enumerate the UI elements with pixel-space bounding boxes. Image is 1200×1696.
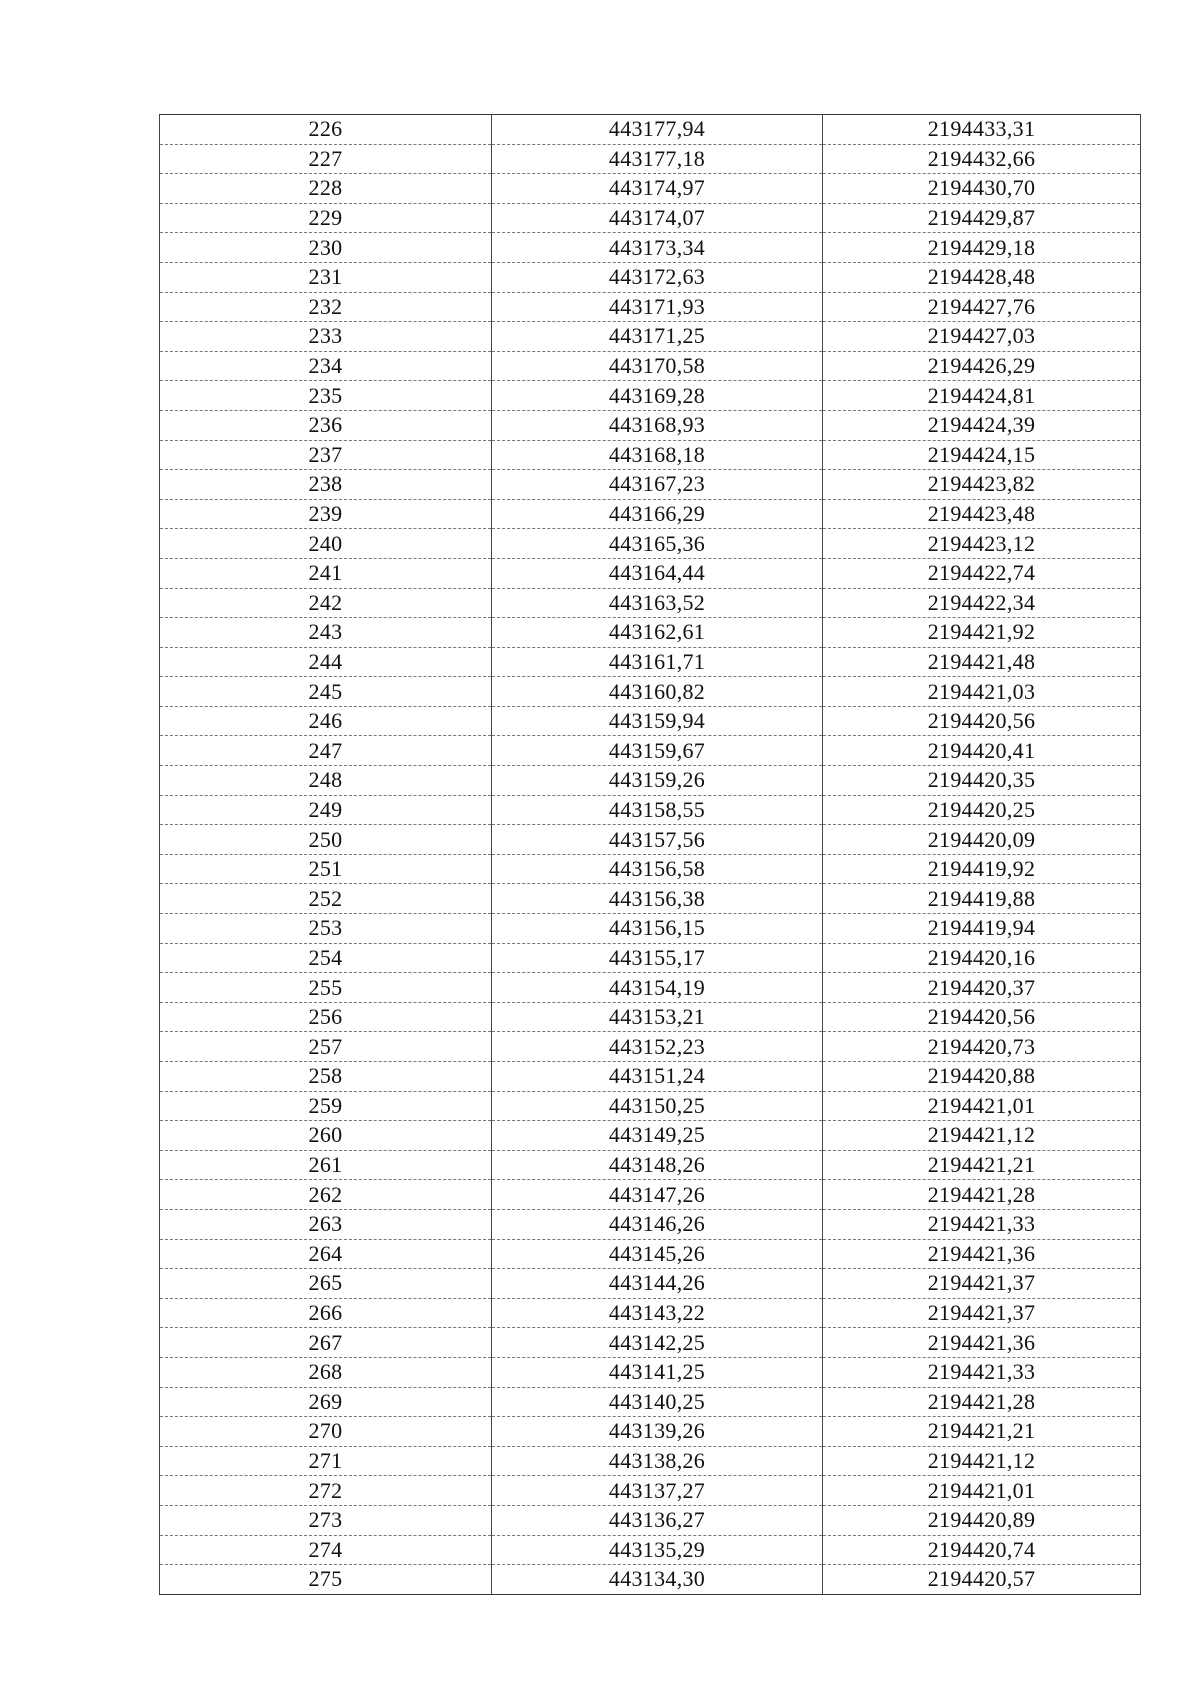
x-coordinate-cell: 443156,38 bbox=[492, 884, 823, 914]
table-row bbox=[160, 1328, 1141, 1358]
table-row bbox=[160, 440, 1141, 470]
y-coordinate-cell: 2194421,33 bbox=[823, 1209, 1141, 1239]
y-coordinate-cell: 2194421,01 bbox=[823, 1476, 1141, 1506]
y-coordinate-cell: 2194429,87 bbox=[823, 203, 1141, 233]
point-number-cell: 243 bbox=[160, 618, 492, 648]
x-coordinate-cell: 443153,21 bbox=[492, 1002, 823, 1032]
table-row bbox=[160, 943, 1141, 973]
y-coordinate-cell: 2194421,12 bbox=[823, 1121, 1141, 1151]
y-coordinate-cell: 2194421,12 bbox=[823, 1446, 1141, 1476]
y-coordinate-cell: 2194421,48 bbox=[823, 647, 1141, 677]
y-coordinate-cell: 2194433,31 bbox=[823, 115, 1141, 145]
point-number-cell: 268 bbox=[160, 1357, 492, 1387]
point-number-cell: 259 bbox=[160, 1091, 492, 1121]
point-number-cell: 247 bbox=[160, 736, 492, 766]
point-number-cell: 271 bbox=[160, 1446, 492, 1476]
x-coordinate-cell: 443152,23 bbox=[492, 1032, 823, 1062]
point-number-cell: 275 bbox=[160, 1565, 492, 1595]
point-number-cell: 237 bbox=[160, 440, 492, 470]
point-number-cell: 255 bbox=[160, 973, 492, 1003]
x-coordinate-cell: 443136,27 bbox=[492, 1505, 823, 1535]
y-coordinate-cell: 2194421,28 bbox=[823, 1387, 1141, 1417]
y-coordinate-cell: 2194420,35 bbox=[823, 766, 1141, 796]
point-number-cell: 239 bbox=[160, 499, 492, 529]
y-coordinate-cell: 2194420,25 bbox=[823, 795, 1141, 825]
table-row bbox=[160, 203, 1141, 233]
table-row bbox=[160, 1387, 1141, 1417]
x-coordinate-cell: 443167,23 bbox=[492, 470, 823, 500]
document-page bbox=[159, 114, 1140, 1595]
table-row bbox=[160, 1180, 1141, 1210]
x-coordinate-cell: 443159,26 bbox=[492, 766, 823, 796]
x-coordinate-cell: 443160,82 bbox=[492, 677, 823, 707]
y-coordinate-cell: 2194421,37 bbox=[823, 1298, 1141, 1328]
y-coordinate-cell: 2194421,37 bbox=[823, 1269, 1141, 1299]
table-row bbox=[160, 381, 1141, 411]
x-coordinate-cell: 443149,25 bbox=[492, 1121, 823, 1151]
point-number-cell: 240 bbox=[160, 529, 492, 559]
point-number-cell: 272 bbox=[160, 1476, 492, 1506]
x-coordinate-cell: 443135,29 bbox=[492, 1535, 823, 1565]
y-coordinate-cell: 2194429,18 bbox=[823, 233, 1141, 263]
x-coordinate-cell: 443156,15 bbox=[492, 914, 823, 944]
x-coordinate-cell: 443150,25 bbox=[492, 1091, 823, 1121]
point-number-cell: 274 bbox=[160, 1535, 492, 1565]
table-row bbox=[160, 1062, 1141, 1092]
x-coordinate-cell: 443165,36 bbox=[492, 529, 823, 559]
point-number-cell: 248 bbox=[160, 766, 492, 796]
point-number-cell: 231 bbox=[160, 262, 492, 292]
x-coordinate-cell: 443174,97 bbox=[492, 174, 823, 204]
x-coordinate-cell: 443159,94 bbox=[492, 706, 823, 736]
y-coordinate-cell: 2194421,21 bbox=[823, 1150, 1141, 1180]
y-coordinate-cell: 2194421,36 bbox=[823, 1239, 1141, 1269]
table-row bbox=[160, 736, 1141, 766]
x-coordinate-cell: 443143,22 bbox=[492, 1298, 823, 1328]
point-number-cell: 228 bbox=[160, 174, 492, 204]
y-coordinate-cell: 2194420,37 bbox=[823, 973, 1141, 1003]
table-row bbox=[160, 1505, 1141, 1535]
point-number-cell: 246 bbox=[160, 706, 492, 736]
table-row bbox=[160, 262, 1141, 292]
point-number-cell: 227 bbox=[160, 144, 492, 174]
y-coordinate-cell: 2194420,74 bbox=[823, 1535, 1141, 1565]
x-coordinate-cell: 443162,61 bbox=[492, 618, 823, 648]
y-coordinate-cell: 2194421,36 bbox=[823, 1328, 1141, 1358]
point-number-cell: 273 bbox=[160, 1505, 492, 1535]
x-coordinate-cell: 443148,26 bbox=[492, 1150, 823, 1180]
table-row bbox=[160, 144, 1141, 174]
table-row bbox=[160, 322, 1141, 352]
x-coordinate-cell: 443144,26 bbox=[492, 1269, 823, 1299]
y-coordinate-cell: 2194428,48 bbox=[823, 262, 1141, 292]
point-number-cell: 252 bbox=[160, 884, 492, 914]
table-row bbox=[160, 1476, 1141, 1506]
x-coordinate-cell: 443156,58 bbox=[492, 854, 823, 884]
x-coordinate-cell: 443177,18 bbox=[492, 144, 823, 174]
table-row bbox=[160, 647, 1141, 677]
table-row bbox=[160, 914, 1141, 944]
table-row bbox=[160, 1091, 1141, 1121]
table-row bbox=[160, 1269, 1141, 1299]
table-row bbox=[160, 233, 1141, 263]
x-coordinate-cell: 443154,19 bbox=[492, 973, 823, 1003]
point-number-cell: 235 bbox=[160, 381, 492, 411]
point-number-cell: 232 bbox=[160, 292, 492, 322]
table-row bbox=[160, 1239, 1141, 1269]
x-coordinate-cell: 443138,26 bbox=[492, 1446, 823, 1476]
x-coordinate-cell: 443161,71 bbox=[492, 647, 823, 677]
y-coordinate-cell: 2194424,15 bbox=[823, 440, 1141, 470]
x-coordinate-cell: 443147,26 bbox=[492, 1180, 823, 1210]
point-number-cell: 236 bbox=[160, 410, 492, 440]
point-number-cell: 256 bbox=[160, 1002, 492, 1032]
point-number-cell: 233 bbox=[160, 322, 492, 352]
y-coordinate-cell: 2194422,74 bbox=[823, 558, 1141, 588]
point-number-cell: 257 bbox=[160, 1032, 492, 1062]
table-row bbox=[160, 1357, 1141, 1387]
y-coordinate-cell: 2194420,41 bbox=[823, 736, 1141, 766]
y-coordinate-cell: 2194424,81 bbox=[823, 381, 1141, 411]
x-coordinate-cell: 443157,56 bbox=[492, 825, 823, 855]
point-number-cell: 234 bbox=[160, 351, 492, 381]
point-number-cell: 258 bbox=[160, 1062, 492, 1092]
table-row bbox=[160, 795, 1141, 825]
table-row bbox=[160, 973, 1141, 1003]
table-row bbox=[160, 115, 1141, 145]
y-coordinate-cell: 2194421,92 bbox=[823, 618, 1141, 648]
y-coordinate-cell: 2194421,21 bbox=[823, 1417, 1141, 1447]
x-coordinate-cell: 443158,55 bbox=[492, 795, 823, 825]
point-number-cell: 230 bbox=[160, 233, 492, 263]
table-row bbox=[160, 884, 1141, 914]
y-coordinate-cell: 2194420,09 bbox=[823, 825, 1141, 855]
x-coordinate-cell: 443173,34 bbox=[492, 233, 823, 263]
x-coordinate-cell: 443142,25 bbox=[492, 1328, 823, 1358]
x-coordinate-cell: 443170,58 bbox=[492, 351, 823, 381]
x-coordinate-cell: 443140,25 bbox=[492, 1387, 823, 1417]
point-number-cell: 238 bbox=[160, 470, 492, 500]
y-coordinate-cell: 2194420,88 bbox=[823, 1062, 1141, 1092]
y-coordinate-cell: 2194421,03 bbox=[823, 677, 1141, 707]
table-row bbox=[160, 499, 1141, 529]
point-number-cell: 226 bbox=[160, 115, 492, 145]
table-row bbox=[160, 1032, 1141, 1062]
y-coordinate-cell: 2194430,70 bbox=[823, 174, 1141, 204]
table-row bbox=[160, 1150, 1141, 1180]
y-coordinate-cell: 2194420,73 bbox=[823, 1032, 1141, 1062]
table-row bbox=[160, 854, 1141, 884]
y-coordinate-cell: 2194423,12 bbox=[823, 529, 1141, 559]
point-number-cell: 270 bbox=[160, 1417, 492, 1447]
y-coordinate-cell: 2194426,29 bbox=[823, 351, 1141, 381]
table-row bbox=[160, 1298, 1141, 1328]
point-number-cell: 269 bbox=[160, 1387, 492, 1417]
x-coordinate-cell: 443137,27 bbox=[492, 1476, 823, 1506]
y-coordinate-cell: 2194420,16 bbox=[823, 943, 1141, 973]
coordinates-table-body bbox=[160, 115, 1141, 1595]
y-coordinate-cell: 2194427,76 bbox=[823, 292, 1141, 322]
point-number-cell: 229 bbox=[160, 203, 492, 233]
x-coordinate-cell: 443172,63 bbox=[492, 262, 823, 292]
point-number-cell: 266 bbox=[160, 1298, 492, 1328]
x-coordinate-cell: 443164,44 bbox=[492, 558, 823, 588]
table-row bbox=[160, 292, 1141, 322]
table-row bbox=[160, 1002, 1141, 1032]
point-number-cell: 245 bbox=[160, 677, 492, 707]
y-coordinate-cell: 2194419,92 bbox=[823, 854, 1141, 884]
y-coordinate-cell: 2194422,34 bbox=[823, 588, 1141, 618]
y-coordinate-cell: 2194420,56 bbox=[823, 706, 1141, 736]
point-number-cell: 241 bbox=[160, 558, 492, 588]
x-coordinate-cell: 443145,26 bbox=[492, 1239, 823, 1269]
y-coordinate-cell: 2194421,28 bbox=[823, 1180, 1141, 1210]
table-row bbox=[160, 558, 1141, 588]
point-number-cell: 253 bbox=[160, 914, 492, 944]
point-number-cell: 244 bbox=[160, 647, 492, 677]
table-row bbox=[160, 706, 1141, 736]
table-row bbox=[160, 410, 1141, 440]
point-number-cell: 264 bbox=[160, 1239, 492, 1269]
table-row bbox=[160, 588, 1141, 618]
table-row bbox=[160, 174, 1141, 204]
y-coordinate-cell: 2194420,56 bbox=[823, 1002, 1141, 1032]
table-row bbox=[160, 677, 1141, 707]
point-number-cell: 249 bbox=[160, 795, 492, 825]
y-coordinate-cell: 2194421,33 bbox=[823, 1357, 1141, 1387]
y-coordinate-cell: 2194419,94 bbox=[823, 914, 1141, 944]
point-number-cell: 267 bbox=[160, 1328, 492, 1358]
y-coordinate-cell: 2194421,01 bbox=[823, 1091, 1141, 1121]
table-row bbox=[160, 351, 1141, 381]
point-number-cell: 242 bbox=[160, 588, 492, 618]
x-coordinate-cell: 443146,26 bbox=[492, 1209, 823, 1239]
point-number-cell: 261 bbox=[160, 1150, 492, 1180]
point-number-cell: 251 bbox=[160, 854, 492, 884]
x-coordinate-cell: 443134,30 bbox=[492, 1565, 823, 1595]
x-coordinate-cell: 443169,28 bbox=[492, 381, 823, 411]
x-coordinate-cell: 443155,17 bbox=[492, 943, 823, 973]
point-number-cell: 254 bbox=[160, 943, 492, 973]
y-coordinate-cell: 2194419,88 bbox=[823, 884, 1141, 914]
table-row bbox=[160, 1565, 1141, 1595]
table-row bbox=[160, 1209, 1141, 1239]
point-number-cell: 260 bbox=[160, 1121, 492, 1151]
table-row bbox=[160, 470, 1141, 500]
table-row bbox=[160, 1121, 1141, 1151]
x-coordinate-cell: 443139,26 bbox=[492, 1417, 823, 1447]
point-number-cell: 263 bbox=[160, 1209, 492, 1239]
x-coordinate-cell: 443171,93 bbox=[492, 292, 823, 322]
table-row bbox=[160, 1417, 1141, 1447]
x-coordinate-cell: 443141,25 bbox=[492, 1357, 823, 1387]
table-row bbox=[160, 618, 1141, 648]
table-row bbox=[160, 825, 1141, 855]
y-coordinate-cell: 2194423,82 bbox=[823, 470, 1141, 500]
y-coordinate-cell: 2194427,03 bbox=[823, 322, 1141, 352]
table-row bbox=[160, 1535, 1141, 1565]
point-number-cell: 250 bbox=[160, 825, 492, 855]
x-coordinate-cell: 443163,52 bbox=[492, 588, 823, 618]
point-number-cell: 265 bbox=[160, 1269, 492, 1299]
x-coordinate-cell: 443159,67 bbox=[492, 736, 823, 766]
x-coordinate-cell: 443151,24 bbox=[492, 1062, 823, 1092]
point-number-cell: 262 bbox=[160, 1180, 492, 1210]
y-coordinate-cell: 2194420,57 bbox=[823, 1565, 1141, 1595]
x-coordinate-cell: 443171,25 bbox=[492, 322, 823, 352]
x-coordinate-cell: 443168,93 bbox=[492, 410, 823, 440]
x-coordinate-cell: 443174,07 bbox=[492, 203, 823, 233]
coordinates-table bbox=[159, 114, 1141, 1595]
x-coordinate-cell: 443166,29 bbox=[492, 499, 823, 529]
y-coordinate-cell: 2194423,48 bbox=[823, 499, 1141, 529]
table-row bbox=[160, 529, 1141, 559]
table-row bbox=[160, 766, 1141, 796]
x-coordinate-cell: 443168,18 bbox=[492, 440, 823, 470]
y-coordinate-cell: 2194424,39 bbox=[823, 410, 1141, 440]
table-row bbox=[160, 1446, 1141, 1476]
x-coordinate-cell: 443177,94 bbox=[492, 115, 823, 145]
y-coordinate-cell: 2194420,89 bbox=[823, 1505, 1141, 1535]
y-coordinate-cell: 2194432,66 bbox=[823, 144, 1141, 174]
